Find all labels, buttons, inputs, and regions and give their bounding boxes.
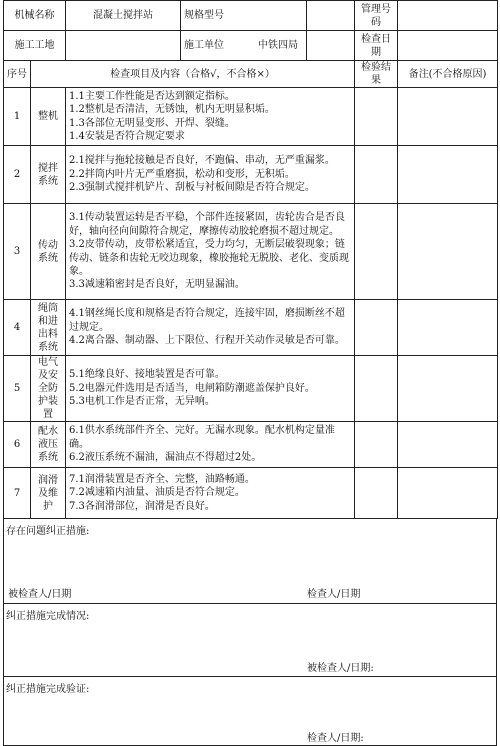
check-item: 7.2减速箱内油量、油质是否符合规定。 bbox=[69, 487, 245, 499]
section-row bbox=[4, 88, 498, 146]
check-item: 3.2皮带传动，皮带松紧适宜，受力均匀，无断层破裂现象；链传动、链条和齿轮无咬边现象，橡胶拖轮无脱胶、老化、变质现象。 bbox=[69, 239, 349, 277]
mgmt-no-label: 管理号码 bbox=[355, 1, 398, 31]
remark-cell bbox=[398, 204, 498, 300]
section-no: 4 bbox=[4, 300, 31, 356]
section-items bbox=[66, 204, 355, 300]
remark-cell bbox=[398, 422, 498, 468]
result-cell bbox=[355, 422, 398, 468]
inspection-sheet bbox=[3, 0, 497, 746]
section-row bbox=[4, 356, 498, 422]
check-item: 1.4安装是否符合规定要求 bbox=[69, 130, 185, 142]
problems-section bbox=[3, 519, 497, 604]
section-name: 传动系统 bbox=[31, 204, 66, 300]
check-item: 6.1供水系统部件齐全、完好。无漏水现象。配水机构定量准确。 bbox=[69, 425, 335, 450]
check-item: 5.2电器元件选用是否适当，电闸箱防潮遮盖保护良好。 bbox=[69, 382, 315, 394]
check-item: 3.1传动装置运转是否平稳，个部件连接紧固，齿轮齿合是否良好，轴向径向间隙符合规定，摩擦传动胶轮磨损不超过规定。 bbox=[69, 212, 345, 237]
check-item: 7.1润滑装置是否齐全、完整，油路畅通。 bbox=[69, 473, 255, 485]
inspector-date: 检查人/日期 bbox=[307, 589, 361, 600]
section-no: 2 bbox=[4, 146, 31, 204]
section-items bbox=[66, 356, 355, 422]
machine-name-value: 混凝土搅拌站 bbox=[66, 1, 181, 31]
check-item: 4.1钢丝绳长度和规格是否符合规定，连接牢固，磨损断丝不超过规定。 bbox=[69, 308, 345, 333]
section-no: 1 bbox=[4, 88, 31, 146]
section-row bbox=[4, 204, 498, 300]
header-row-2 bbox=[4, 31, 498, 61]
completion-title: 纠正措施完成情况: bbox=[6, 611, 90, 622]
result-cell bbox=[355, 300, 398, 356]
section-items bbox=[66, 146, 355, 204]
remark-cell bbox=[398, 146, 498, 204]
section-row bbox=[4, 146, 498, 204]
remark-cell bbox=[398, 468, 498, 519]
section-name: 润滑及维护 bbox=[31, 468, 66, 519]
site-value bbox=[66, 31, 181, 61]
section-name: 整机 bbox=[31, 88, 66, 146]
result-cell bbox=[355, 468, 398, 519]
date-value bbox=[398, 31, 498, 61]
inspected-person-date-2: 被检查人/日期: bbox=[307, 663, 374, 674]
col-content: 检查项目及内容（合格√，不合格×） bbox=[31, 61, 355, 88]
col-result: 检验结果 bbox=[355, 61, 398, 88]
check-item: 1.1主要工作性能是否达到额定指标。 bbox=[69, 90, 235, 102]
section-name: 电气及安全防护装置 bbox=[31, 356, 66, 422]
check-item: 2.2拌筒内叶片无严重磨损，松动和变形，无积垢。 bbox=[69, 168, 295, 180]
check-item: 4.2离合器、制动器、上下限位、行程开关动作灵敏是否可靠。 bbox=[69, 335, 345, 347]
remark-cell bbox=[398, 356, 498, 422]
inspected-person-date: 被检查人/日期 bbox=[8, 589, 72, 600]
unit-spacer bbox=[307, 31, 355, 61]
section-no: 5 bbox=[4, 356, 31, 422]
result-cell bbox=[355, 146, 398, 204]
unit-value: 中铁四局 bbox=[258, 40, 298, 51]
section-row bbox=[4, 422, 498, 468]
result-cell bbox=[355, 88, 398, 146]
section-name: 配水液压系统 bbox=[31, 422, 66, 468]
spec-label: 规格型号 bbox=[181, 1, 307, 31]
check-item: 5.3电机工作是否正常，无异响。 bbox=[69, 396, 215, 408]
check-item: 2.1搅拌与拖轮接触是否良好，不跑偏、串动，无严重漏浆。 bbox=[69, 155, 335, 167]
header-row-1 bbox=[4, 1, 498, 31]
section-items bbox=[66, 300, 355, 356]
inspector-date-2: 检查人/日期: bbox=[307, 733, 364, 744]
result-cell bbox=[355, 204, 398, 300]
section-items bbox=[66, 88, 355, 146]
check-item: 5.1绝缘良好、接地装置是否可靠。 bbox=[69, 369, 225, 381]
section-no: 7 bbox=[4, 468, 31, 519]
remark-cell bbox=[398, 88, 498, 146]
date-label: 检查日期 bbox=[355, 31, 398, 61]
check-item: 3.3减速箱密封是否良好，无明显漏油。 bbox=[69, 279, 245, 291]
section-no: 6 bbox=[4, 422, 31, 468]
unit-label: 施工单位 bbox=[184, 40, 224, 51]
section-items bbox=[66, 468, 355, 519]
section-name: 绳筒和进出料系统 bbox=[31, 300, 66, 356]
check-item: 7.3各润滑部位，润滑是否良好。 bbox=[69, 500, 215, 512]
col-remark: 备注(不合格原因) bbox=[398, 61, 498, 88]
completion-section bbox=[3, 604, 497, 677]
verification-section bbox=[3, 677, 497, 746]
check-item: 2.3强制式搅拌机铲片、刮板与衬板间隙是否符合规定。 bbox=[69, 182, 315, 194]
check-item: 1.3各部位无明显变形、开焊、裂缝。 bbox=[69, 117, 235, 129]
check-item: 1.2整机是否清洁，无锈蚀，机内无明显积垢。 bbox=[69, 104, 275, 116]
mgmt-no-value bbox=[398, 1, 498, 31]
problems-title: 存在问题纠正措施: bbox=[6, 526, 90, 537]
section-name: 搅拌系统 bbox=[31, 146, 66, 204]
section-items bbox=[66, 422, 355, 468]
unit-cell bbox=[181, 31, 307, 61]
section-no: 3 bbox=[4, 204, 31, 300]
result-cell bbox=[355, 356, 398, 422]
check-item: 6.2液压系统不漏油，漏油点不得超过2处。 bbox=[69, 452, 262, 464]
column-header-row bbox=[4, 61, 498, 88]
remark-cell bbox=[398, 300, 498, 356]
spec-value bbox=[307, 1, 355, 31]
section-row bbox=[4, 468, 498, 519]
inspection-table bbox=[3, 0, 498, 519]
site-label: 施工工地 bbox=[4, 31, 66, 61]
machine-name-label: 机械名称 bbox=[4, 1, 66, 31]
section-row bbox=[4, 300, 498, 356]
verification-title: 纠正措施完成验证: bbox=[6, 684, 90, 695]
col-no: 序号 bbox=[4, 61, 31, 88]
